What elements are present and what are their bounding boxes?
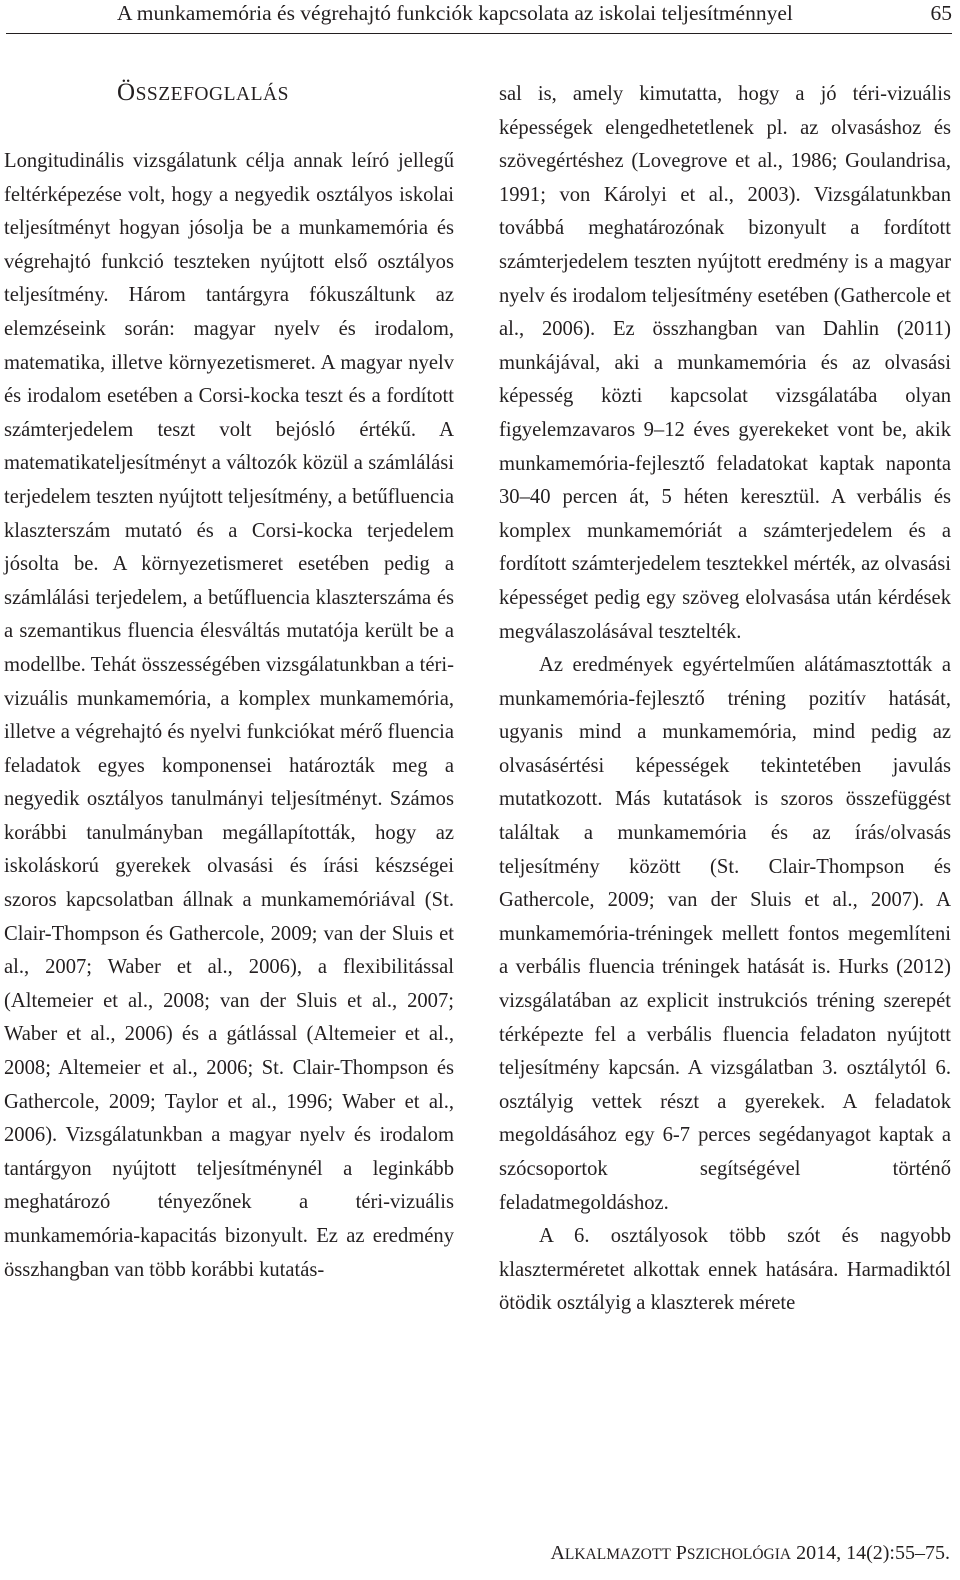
section-heading-rest: SSZEFOGLALÁS: [135, 84, 289, 105]
section-heading: [117, 78, 289, 110]
page-number: 65: [930, 1, 952, 25]
left-column: [4, 145, 454, 1287]
section-heading-initial: Ö: [117, 79, 136, 106]
journal-citation: 2014, 14(2):55–75.: [796, 1542, 950, 1564]
right-column: [499, 78, 951, 1321]
running-header: [6, 0, 952, 34]
body-paragraph: Az eredmények egyértelműen alátámasztották a munkamemória-fejlesztő tréning pozitív hatását, ugyanis mind a munkamemória, mind pedig az olvasásértési képességek tekintetében javulás mutatkozott. Más kutatások is szoros összefüggést találtak a munkamemória és az írás/olvasás teljesítmény között (St. Clair-Thompson és Gathercole, 2009; van der Sluis et al., 2007). A munkamemória-tréningek mellett fontos megemlíteni a verbális fluencia tréningek hatását is. Hurks (2012) vizsgálatában az explicit instrukciós tréning szerepét térképezte fel a verbális fluencia feladaton nyújtott teljesítmény kapcsán. A vizsgálatban 3. osztálytól 6. osztályig vettek részt a gyerekek. A feladatok megoldásához egy 6-7 perces segédanyagot kaptak a szócsoportok segítségével történő feladatmegoldáshoz.: [499, 654, 951, 1214]
body-paragraph: Longitudinális vizsgálatunk célja annak leíró jellegű feltérképezése volt, hogy a negyedik osztályos iskolai teljesítményt hogyan jósolja be a munkamemória és végrehajtó funkció teszteken nyújtott első osztályos teljesítmény. Három tantárgyra fókuszáltunk az elemzéseink során: magyar nyelv és irodalom, matematika, illetve környezetismeret. A magyar nyelv és irodalom esetében a Corsi-kocka teszt és a fordított számterjedelem teszt volt bejósló értékű. A matematikateljesítményt a változók közül a számlálási terjedelem teszten nyújtott teljesítmény, a betűfluencia klaszterszám mutató és a Corsi-kocka terjedelem jósolta be. A környezetismeret esetében pedig a számlálási terjedelem, a betűfluencia klaszterszáma és a szemantikus fluencia élesváltás mutatója került be a modellbe. Tehát összességében vizsgálatunkban a téri-vizuális munkamemória, a komplex munkamemória, illetve a végrehajtó és nyelvi funkciókat mérő fluencia feladatok egyes komponensei határozták meg a negyedik osztályos tanulmányi teljesítményt. Számos korábbi tanulmányban megállapították, hogy az iskoláskorú gyerekek olvasási és írási készségei szoros kapcsolatban állnak a munkamemóriával (St. Clair-Thompson és Gathercole, 2009; van der Sluis et al., 2007; Waber et al., 2006), a flexibilitással (Altemeier et al., 2008; van der Sluis et al., 2007; Waber et al., 2006) és a gátlással (Altemeier et al., 2008; Altemeier et al., 2006; St. Clair-Thompson és Gathercole, 2009; Taylor et al., 1996; Waber et al., 2006). Vizsgálatunkban a magyar nyelv és irodalom tantárgyon nyújtott teljesítménynél a leginkább meghatározó tényezőnek a téri-vizuális munkamemória-kapacitás bizonyult. Ez az eredmény összhangban van több korábbi kutatás-: [4, 150, 454, 1281]
body-paragraph: A 6. osztályosok több szót és nagyobb klaszterméretet alkottak ennek hatására. Harmadiktól ötödik osztályig a klaszterek mérete: [499, 1225, 951, 1315]
running-header-title: A munkamemória és végrehajtó funkciók kapcsolata az iskolai teljesítménnyel: [117, 1, 793, 25]
body-paragraph: sal is, amely kimutatta, hogy a jó téri-vizuális képességek elengedhetetlenek pl. az olvasáshoz és szövegértéshez (Lovegrove et al., 1986; Goulandrisa, 1991; von Károlyi et al., 2003). Vizsgálatunkban továbbá meghatározónak bizonyult a fordított számterjedelem teszten nyújtott eredmény is a magyar nyelv és irodalom teljesítmény esetében (Gathercole et al., 2006). Ez összhangban van Dahlin (2011) munkájával, aki a munkamemória és az olvasási képesség közti kapcsolat vizsgálatába olyan figyelemzavaros 9–12 éves gyerekeket vont be, akik munkamemória-fejlesztő feladatokat kaptak naponta 30–40 percen át, 5 héten keresztül. A verbális és komplex munkamemóriát a számterjedelem és a fordított számterjedelem tesztekkel mérték, az olvasási képességet pedig egy szöveg elolvasása után kérdések megválaszolásával tesztelték.: [499, 83, 951, 643]
journal-footer: ALKALMAZOTT PSZICHOLÓGIA 2014, 14(2):55–75.: [550, 1542, 950, 1564]
